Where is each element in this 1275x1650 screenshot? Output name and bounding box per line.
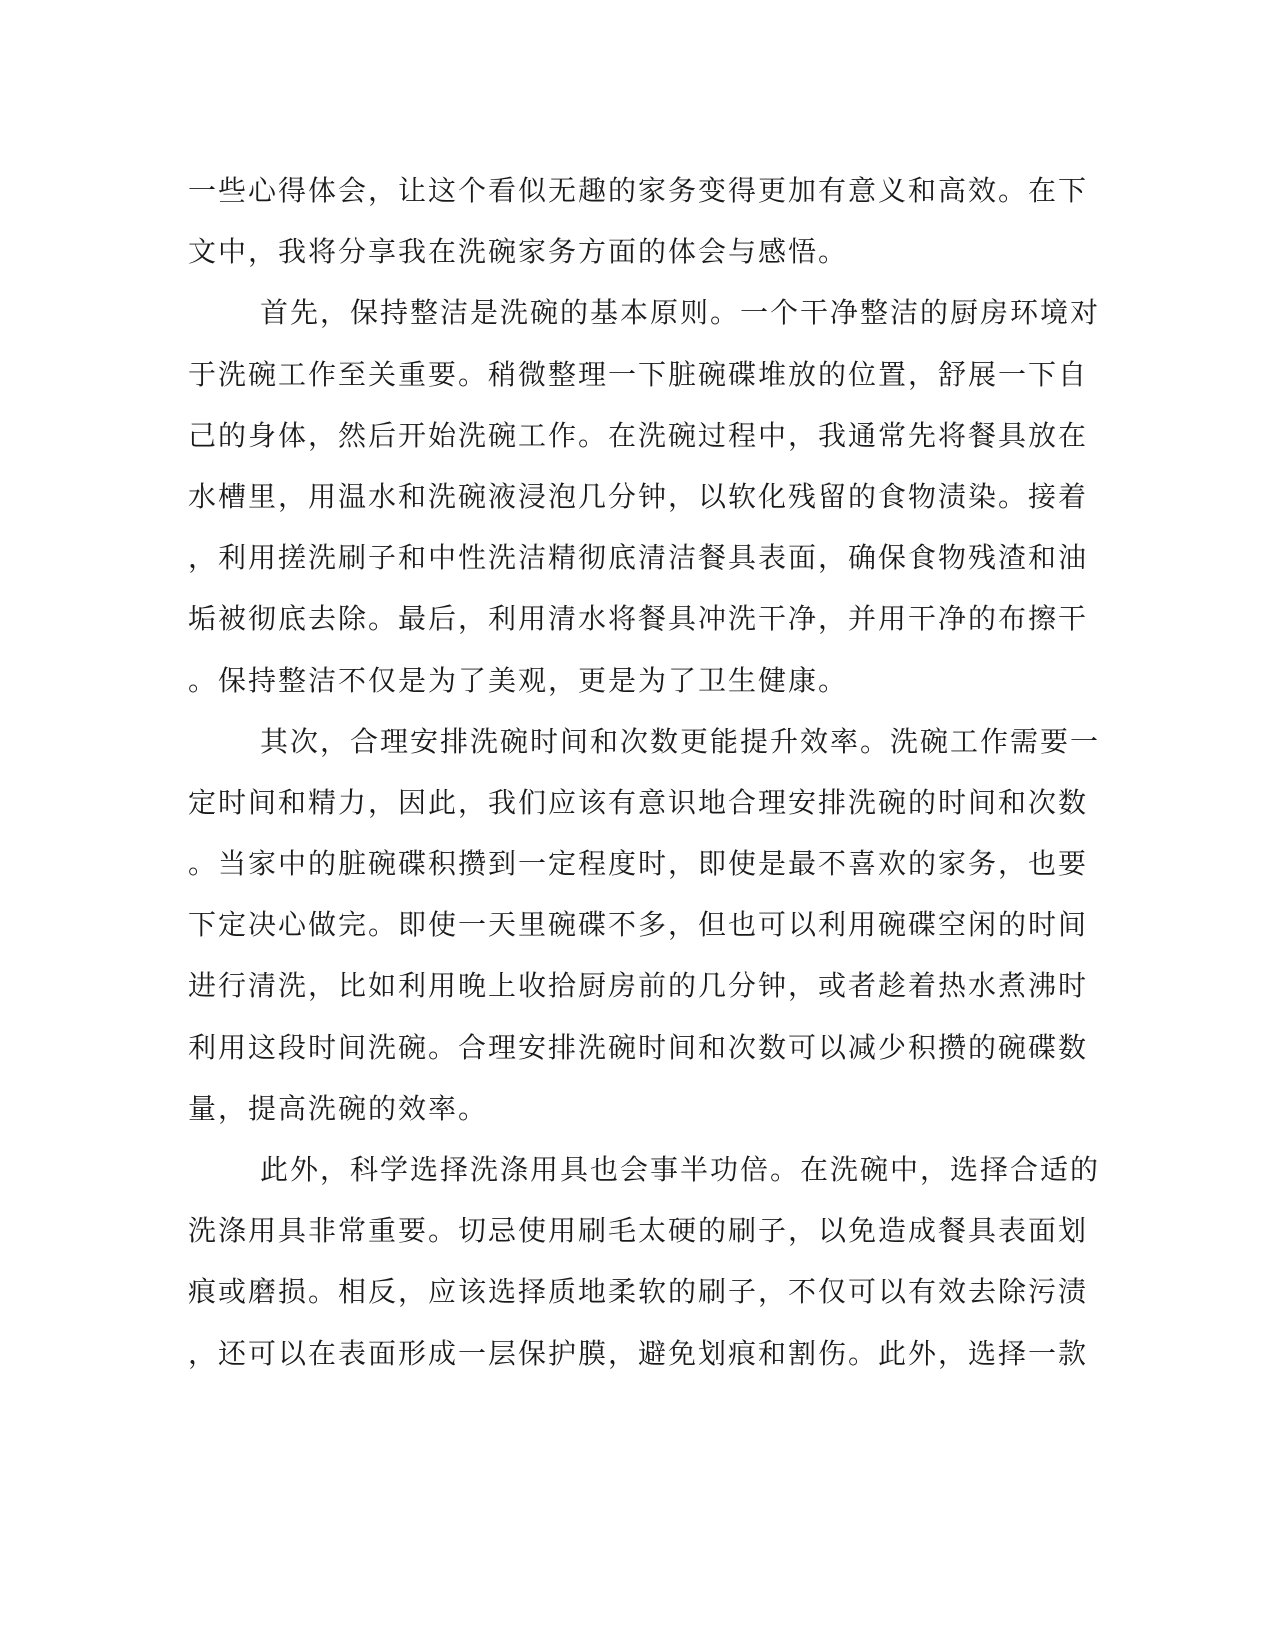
text-line: ，利用搓洗刷子和中性洗洁精彻底清洁餐具表面，确保食物残渣和油 <box>188 541 1089 575</box>
paragraph-start-line: 其次，合理安排洗碗时间和次数更能提升效率。洗碗工作需要一 <box>260 724 1101 758</box>
text-line: 垢被彻底去除。最后，利用清水将餐具冲洗干净，并用干净的布擦干 <box>188 602 1089 636</box>
text-line: 进行清洗，比如利用晚上收拾厨房前的几分钟，或者趁着热水煮沸时 <box>188 969 1089 1003</box>
paragraph-start-line: 首先，保持整洁是洗碗的基本原则。一个干净整洁的厨房环境对 <box>260 296 1101 330</box>
text-line: 。保持整洁不仅是为了美观，更是为了卫生健康。 <box>188 663 849 697</box>
body-text <box>188 160 1101 1384</box>
text-line: 下定决心做完。即使一天里碗碟不多，但也可以利用碗碟空闲的时间 <box>188 908 1089 942</box>
text-line: 己的身体，然后开始洗碗工作。在洗碗过程中，我通常先将餐具放在 <box>188 418 1089 452</box>
text-line: 于洗碗工作至关重要。稍微整理一下脏碗碟堆放的位置，舒展一下自 <box>188 357 1089 391</box>
text-line: ，还可以在表面形成一层保护膜，避免划痕和割伤。此外，选择一款 <box>188 1336 1089 1370</box>
text-line: 一些心得体会，让这个看似无趣的家务变得更加有意义和高效。在下 <box>188 174 1089 207</box>
paragraph-start-line: 此外，科学选择洗涤用具也会事半功倍。在洗碗中，选择合适的 <box>260 1153 1101 1186</box>
text-line: 痕或磨损。相反，应该选择质地柔软的刷子，不仅可以有效去除污渍 <box>188 1275 1089 1309</box>
text-line: 水槽里，用温水和洗碗液浸泡几分钟，以软化残留的食物渍染。接着 <box>188 479 1089 513</box>
text-line: 利用这段时间洗碗。合理安排洗碗时间和次数可以减少积攒的碗碟数 <box>188 1030 1089 1064</box>
text-line: 洗涤用具非常重要。切忌使用刷毛太硬的刷子，以免造成餐具表面划 <box>188 1214 1089 1248</box>
text-line: 。当家中的脏碗碟积攒到一定程度时，即使是最不喜欢的家务，也要 <box>188 847 1089 881</box>
text-line: 定时间和精力，因此，我们应该有意识地合理安排洗碗的时间和次数 <box>188 785 1089 819</box>
text-line: 量，提高洗碗的效率。 <box>188 1091 489 1125</box>
text-line: 文中，我将分享我在洗碗家务方面的体会与感悟。 <box>188 235 849 269</box>
